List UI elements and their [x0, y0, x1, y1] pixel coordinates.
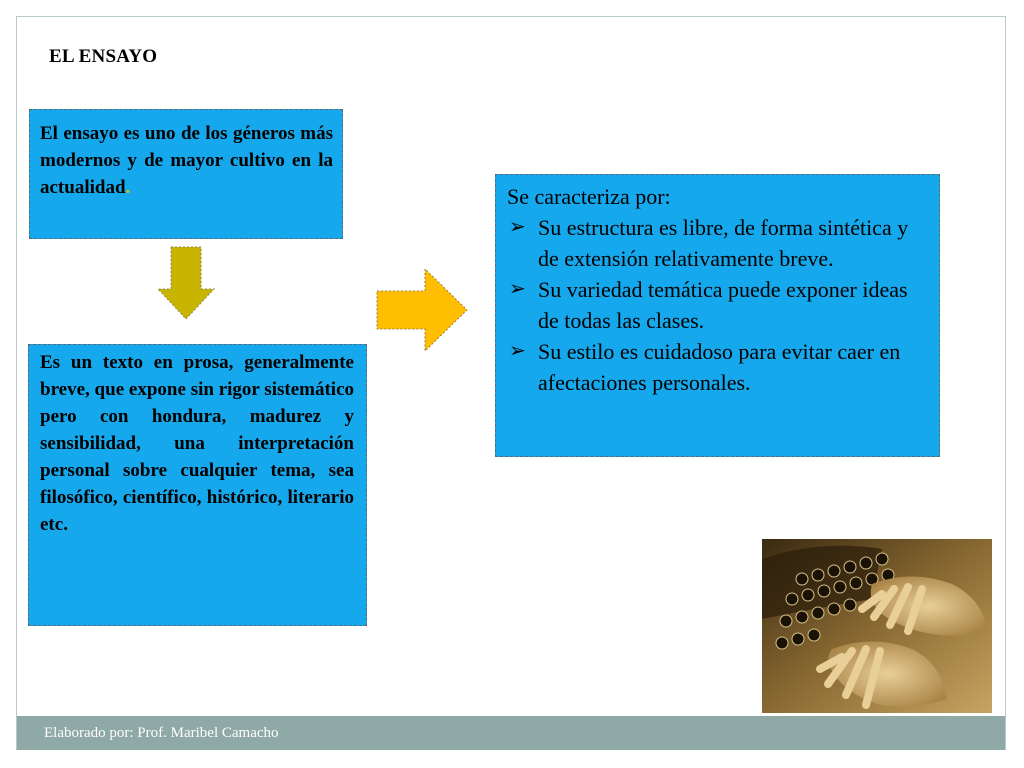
characteristics-list	[507, 212, 929, 398]
list-item-text: Su variedad temática puede exponer ideas de todas las clases.	[538, 277, 908, 333]
characteristics-box	[495, 174, 940, 457]
definition-box	[29, 109, 343, 239]
footer-credit: Elaborado por: Prof. Maribel Camacho	[44, 725, 279, 741]
list-item	[507, 336, 929, 398]
slide-title: EL ENSAYO	[49, 46, 158, 67]
arrow-bullet-icon: ➢	[509, 278, 526, 300]
list-item	[507, 274, 929, 336]
definition-period: .	[125, 177, 131, 198]
down-arrow-icon	[157, 246, 215, 320]
list-item-text: Su estructura es libre, de forma sintética y de extensión relativamente breve.	[538, 215, 909, 271]
description-box	[28, 344, 367, 626]
typewriter-hands-image	[762, 539, 992, 713]
definition-text: El ensayo es uno de los géneros más modernos y de mayor cultivo en la actualidad	[40, 123, 333, 198]
footer-bar	[17, 716, 1005, 750]
list-item-text: Su estilo es cuidadoso para evitar caer en afectaciones personales.	[538, 339, 901, 395]
right-arrow-icon	[375, 267, 469, 353]
list-item	[507, 212, 929, 274]
description-text: Es un texto en prosa, generalmente breve, que expone sin rigor sistemático pero con hondura, madurez y sensibilidad, una interpretación personal sobre cualquier tema, sea filosófico, científico, histórico, literario etc.	[40, 352, 354, 535]
arrow-bullet-icon: ➢	[509, 340, 526, 362]
arrow-bullet-icon: ➢	[509, 216, 526, 238]
characteristics-intro: Se caracteriza por:	[507, 184, 671, 209]
